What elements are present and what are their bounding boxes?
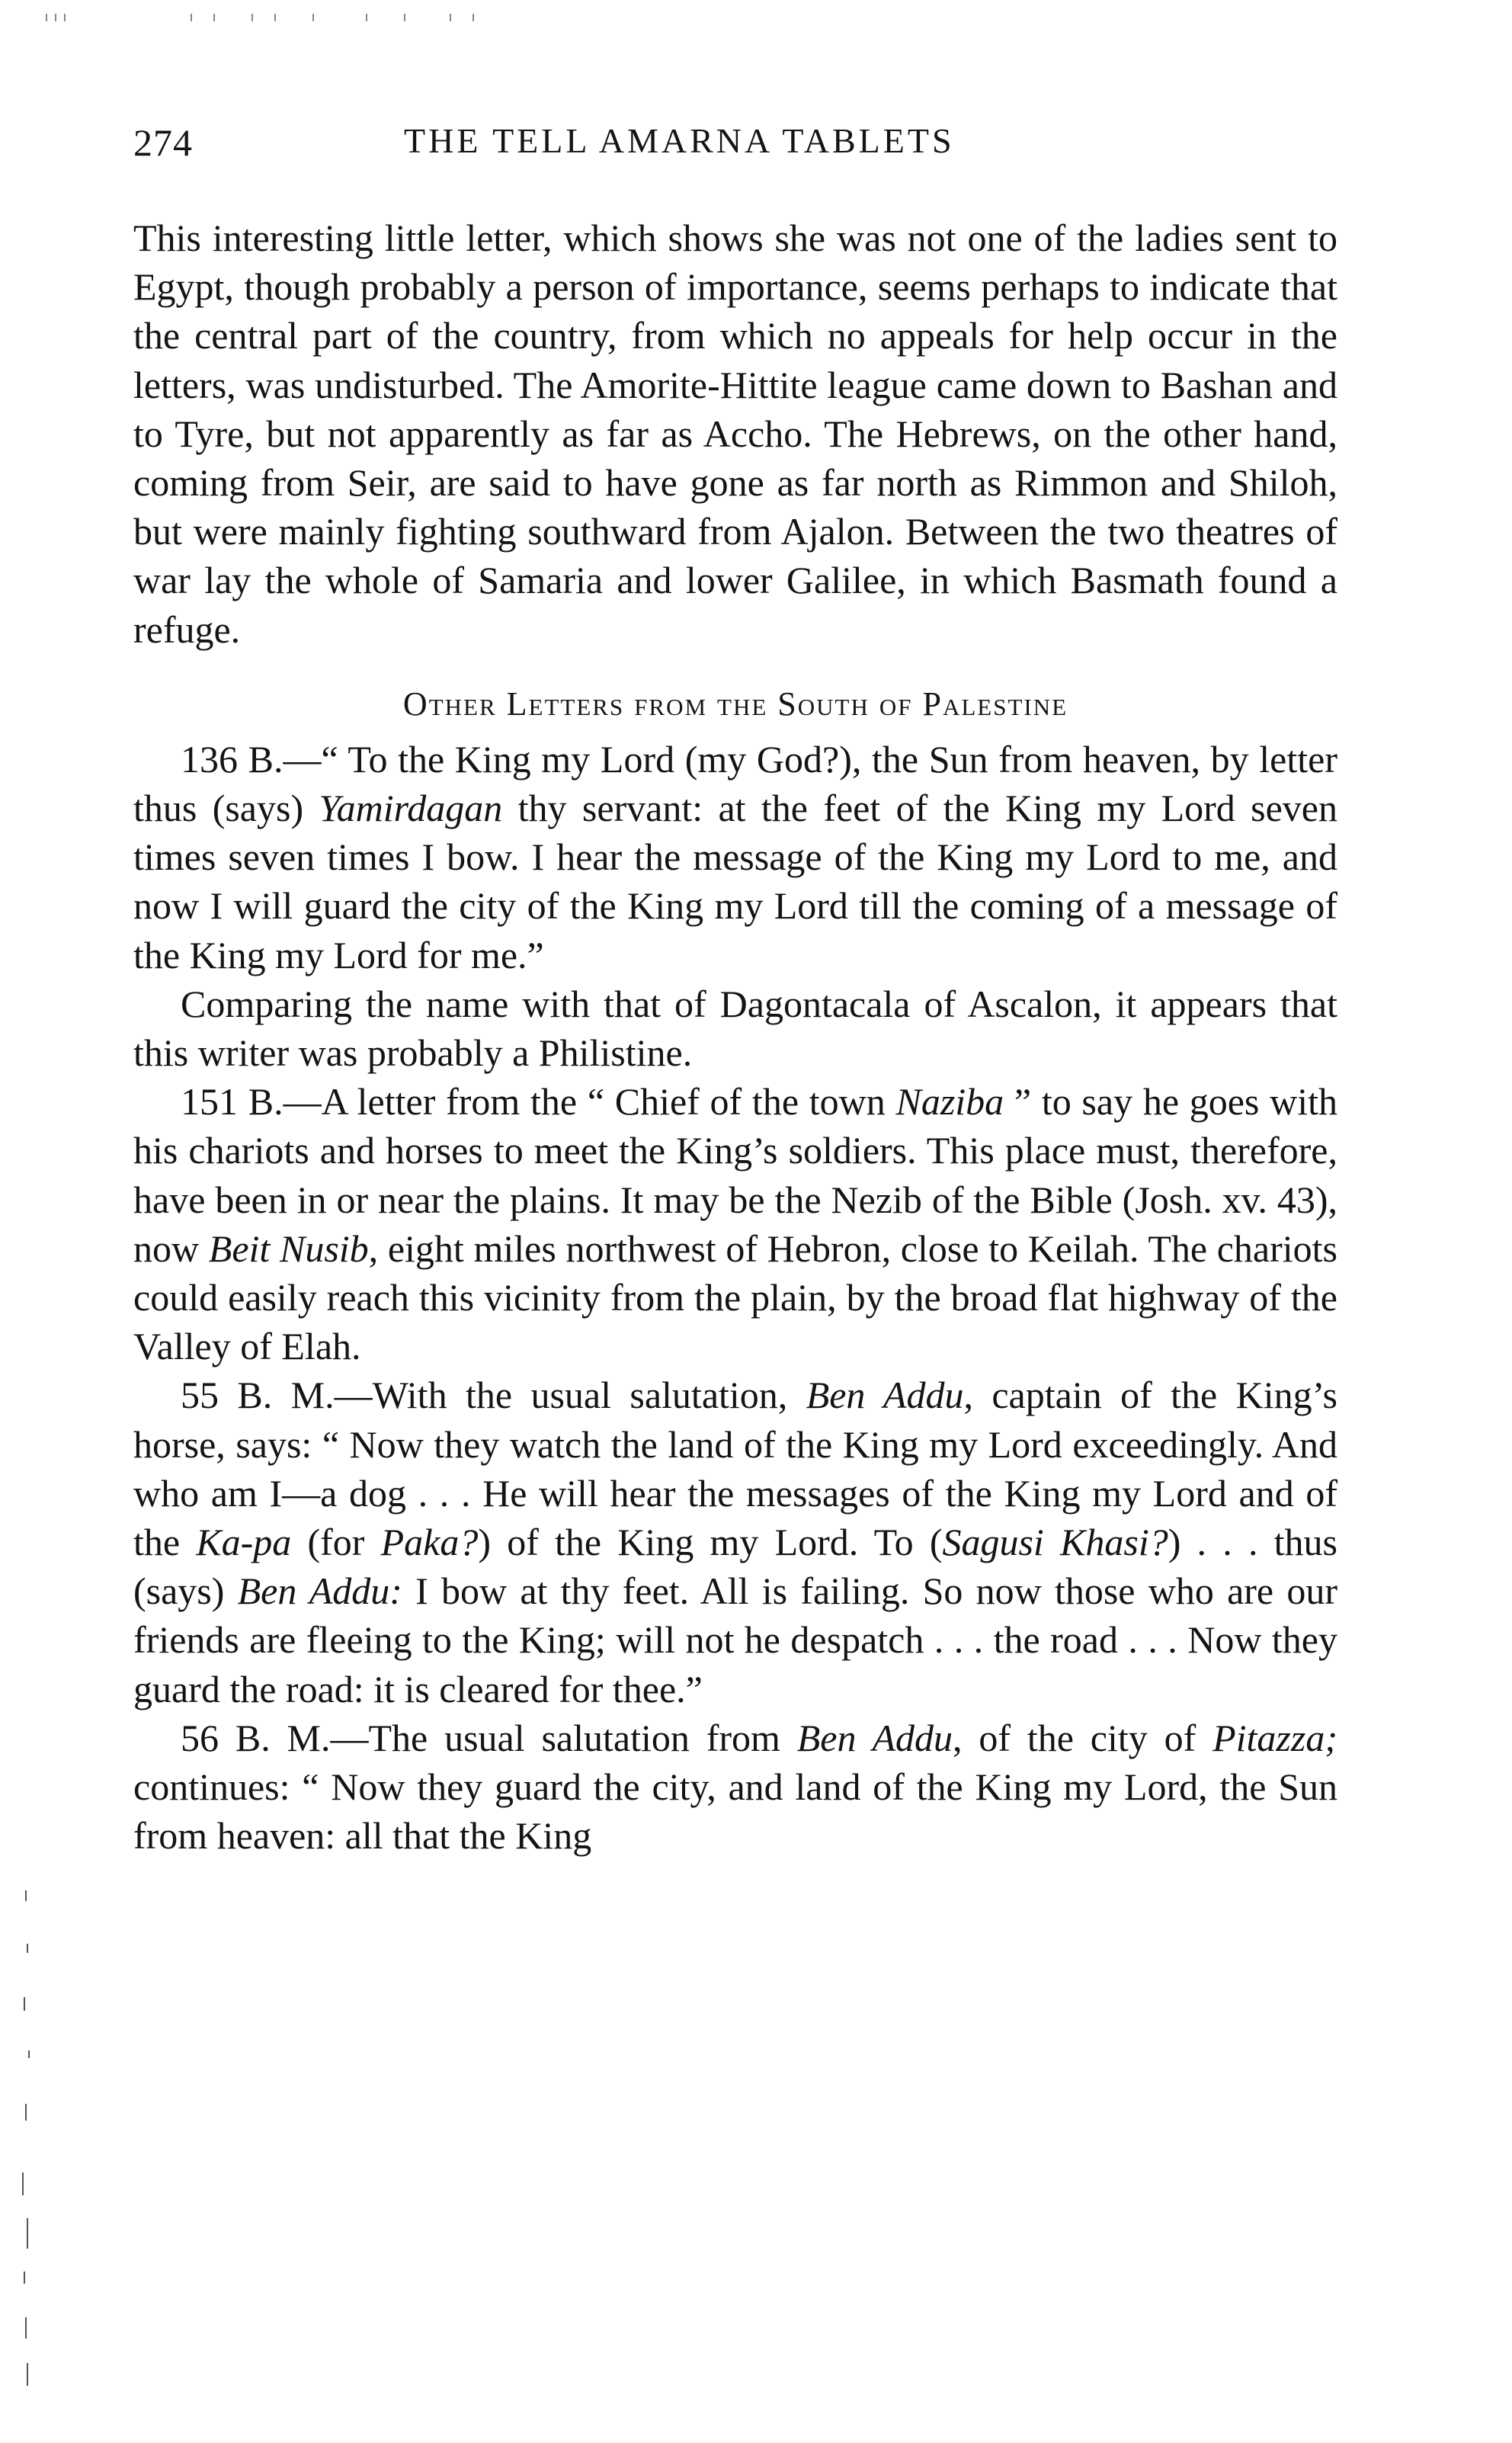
- text-run: continues: “ Now they guard the city, and land of the King my Lord, the Sun from heaven: all that the King: [133, 1765, 1337, 1858]
- letter-paragraph: [133, 735, 1337, 979]
- text-run: thy servant: at the feet of the King my Lord seven times seven times I bow. I hear the message of the King my Lord to me, and now I will guard the city of the King my Lord till the coming of a message of the King my Lord for me.”: [133, 787, 1337, 976]
- text-run: (for: [291, 1521, 381, 1564]
- page-number: 274: [133, 121, 193, 164]
- text-run: 56 B. M.—The usual salutation from: [181, 1716, 797, 1759]
- section-heading: Other Letters from the South of Palestine: [402, 684, 1068, 723]
- scan-noise-marks: [46, 14, 579, 23]
- letter-paragraph: [133, 1714, 1337, 1861]
- text-run: Comparing the name with that of Dagontacala of Ascalon, it appears that this writer was probably a Philistine.: [133, 982, 1337, 1075]
- text-run: ” to say he goes with his chariots and horses to meet the King’s soldiers. This place must, therefore, have been in or near the plains. It may be the Nezib of the Bible (Josh. xv. 43), now: [133, 1080, 1337, 1270]
- text-run: ) . . . thus (says): [133, 1521, 1337, 1613]
- italic-name: Ben Addu: [796, 1716, 953, 1759]
- italic-name: Ka-pa: [196, 1521, 292, 1564]
- running-head: THE TELL AMARNA TABLETS: [404, 121, 955, 160]
- text-run: , eight miles northwest of Hebron, close to Keilah. The chariots could easily reach this vicinity from the plain, by the broad flat highway of the Valley of Elah.: [133, 1226, 1337, 1368]
- body-text: [133, 213, 1337, 1861]
- opening-paragraph: This interesting little letter, which shows she was not one of the ladies sent to Egypt, though probably a person of importance, seems perhaps to indicate that the central part of the country, from which no appeals for help occur in the letters, was undisturbed. The Amorite-Hittite league came down to Bashan and to Tyre, but not apparently as far as Accho. The Hebrews, on the other hand, coming from Seir, are said to have gone as far north as Rimmon and Shiloh, but were mainly fighting southward from Ajalon. Between the two theatres of war lay the whole of Samaria and lower Galilee, in which Basmath found a refuge.: [133, 216, 1337, 651]
- text-run: ) of the King my Lord. To (: [478, 1521, 943, 1564]
- italic-name: Beit Nusib: [208, 1226, 369, 1270]
- italic-name: Pitazza;: [1212, 1716, 1337, 1759]
- section-paragraphs: [133, 735, 1337, 1861]
- text-run: , of the city of: [953, 1716, 1213, 1759]
- text-run: 136 B.—“ To the King my Lord (my God?), the Sun from heaven, by letter thus (says): [133, 737, 1337, 830]
- letter-paragraph: [133, 1077, 1337, 1371]
- text-run: 151 B.—A letter from the “ Chief of the town: [181, 1080, 896, 1124]
- letter-paragraph: [133, 979, 1337, 1077]
- italic-name: Yamirdagan: [319, 787, 503, 830]
- letter-paragraph: [133, 1371, 1337, 1713]
- italic-name: Sagusi Khasi?: [942, 1521, 1168, 1564]
- page-header: [133, 120, 1337, 174]
- scan-margin-marks: [11, 1890, 42, 2393]
- text-run: 55 B. M.—With the usual salutation,: [181, 1374, 806, 1417]
- italic-name: Paka?: [380, 1521, 479, 1564]
- text-run: , captain of the King’s horse, says: “ Now they watch the land of the King my Lord exceedingly. And who am I—a dog . . . He will hear the messages of the King my Lord and of the: [133, 1374, 1337, 1564]
- italic-name: Ben Addu:: [237, 1569, 402, 1613]
- italic-name: Ben Addu: [806, 1374, 964, 1417]
- italic-name: Naziba: [895, 1080, 1004, 1124]
- text-run: I bow at thy feet. All is failing. So now those who are our friends are fleeing to the King; will not he despatch . . . the road . . . Now they guard the road: it is cleared for thee.”: [133, 1569, 1337, 1710]
